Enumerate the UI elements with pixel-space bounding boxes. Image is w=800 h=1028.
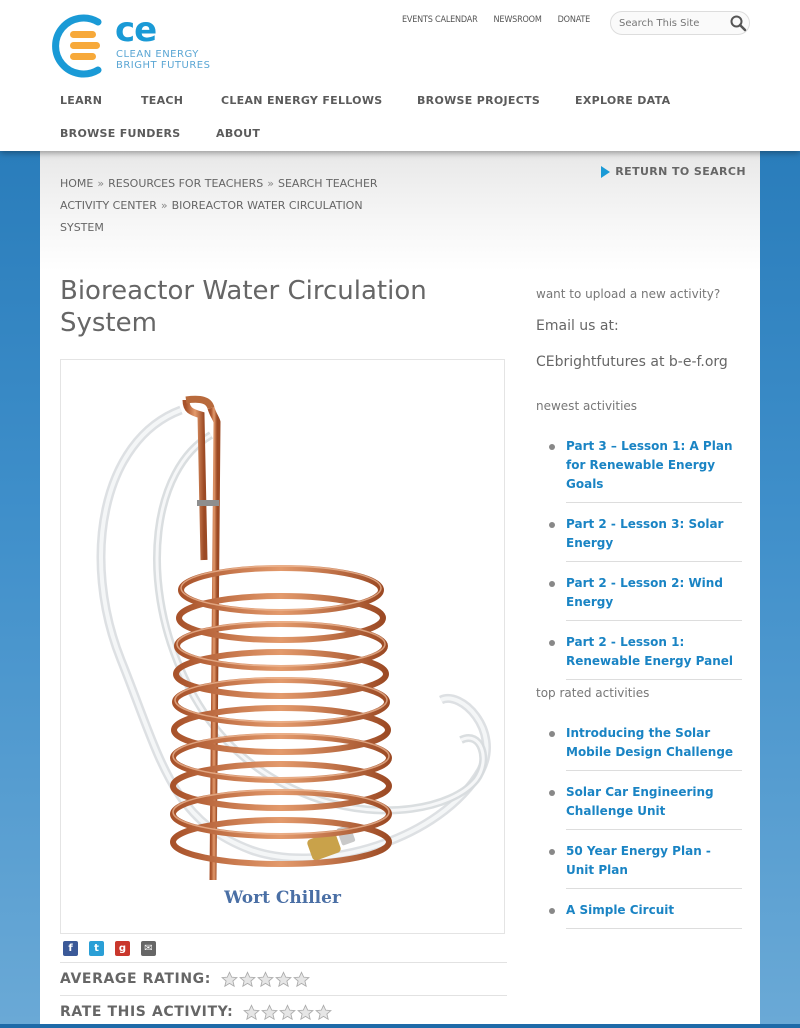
breadcrumb-separator: »	[160, 199, 168, 212]
bullet-icon	[549, 731, 555, 737]
star-icon	[275, 971, 292, 988]
average-rating-label: AVERAGE RATING:	[60, 971, 211, 987]
image-caption: Wort Chiller	[224, 888, 341, 908]
breadcrumb-separator: »	[267, 177, 274, 190]
star-icon[interactable]	[261, 1004, 278, 1021]
upload-prompt: want to upload a new activity?	[536, 287, 721, 301]
rate-activity-label: RATE THIS ACTIVITY:	[60, 1004, 234, 1020]
nav-explore-data[interactable]: EXPLORE DATA	[575, 94, 671, 107]
breadcrumb-resources[interactable]: RESOURCES FOR TEACHERS	[108, 177, 264, 190]
list-item	[536, 633, 742, 680]
return-to-search-label: RETURN TO SEARCH	[615, 165, 746, 178]
nav-teach[interactable]: TEACH	[141, 94, 184, 107]
donate-link[interactable]: DONATE	[557, 15, 590, 25]
nav-learn[interactable]: LEARN	[60, 94, 103, 107]
events-calendar-link[interactable]: EVENTS CALENDAR	[401, 15, 478, 25]
bullet-icon	[549, 522, 555, 528]
top-rated-list	[536, 724, 742, 941]
return-to-search-link[interactable]	[601, 165, 746, 178]
rate-activity-stars[interactable]	[243, 1004, 332, 1021]
logo-tagline-1: CLEAN ENERGY	[116, 49, 199, 60]
breadcrumb-current: BIOREACTOR WATER CIRCULATION SYSTEM	[60, 199, 363, 234]
list-item	[536, 901, 742, 929]
star-icon	[221, 971, 238, 988]
average-rating-row	[60, 962, 507, 995]
star-icon	[257, 971, 274, 988]
breadcrumb-separator: »	[97, 177, 105, 190]
list-item	[536, 724, 742, 771]
site-header	[0, 0, 800, 151]
utility-links	[402, 15, 590, 25]
share-buttons	[63, 941, 156, 956]
email-label: Email us at:	[536, 318, 619, 334]
star-icon[interactable]	[315, 1004, 332, 1021]
logo-mark-icon	[50, 14, 110, 78]
search-input[interactable]	[619, 16, 723, 30]
activity-image	[60, 359, 505, 934]
average-rating-stars	[221, 971, 310, 988]
nav-browse-funders[interactable]: BROWSE FUNDERS	[60, 127, 181, 140]
star-icon	[293, 971, 310, 988]
top-rated-activity-link[interactable]: Solar Car Engineering Challenge Unit	[566, 785, 714, 818]
nav-clean-energy-fellows[interactable]: CLEAN ENERGY FELLOWS	[221, 94, 383, 107]
email-address[interactable]: CEbrightfutures at b-e-f.org	[536, 354, 728, 370]
twitter-icon[interactable]: t	[89, 941, 104, 956]
facebook-icon[interactable]: f	[63, 941, 78, 956]
nav-browse-projects[interactable]: BROWSE PROJECTS	[417, 94, 541, 107]
google-plus-icon[interactable]: g	[115, 941, 130, 956]
newsroom-link[interactable]: NEWSROOM	[493, 15, 542, 25]
newest-activity-link[interactable]: Part 3 – Lesson 1: A Plan for Renewable Energy Goals	[566, 439, 733, 491]
list-item	[536, 842, 742, 889]
bullet-icon	[549, 790, 555, 796]
star-icon[interactable]	[297, 1004, 314, 1021]
email-share-icon[interactable]: ✉	[141, 941, 156, 956]
top-rated-activity-link[interactable]: 50 Year Energy Plan - Unit Plan	[566, 844, 711, 877]
breadcrumb-search-center[interactable]: SEARCH TEACHER ACTIVITY CENTER	[60, 177, 378, 212]
bullet-icon	[549, 581, 555, 587]
wort-chiller-illustration	[61, 360, 504, 933]
breadcrumb-home[interactable]: HOME	[60, 177, 94, 190]
rate-activity-row	[60, 995, 507, 1028]
newest-activities-heading: newest activities	[536, 399, 638, 413]
list-item	[536, 574, 742, 621]
bullet-icon	[549, 640, 555, 646]
nav-about[interactable]: ABOUT	[216, 127, 261, 140]
bullet-icon	[549, 444, 555, 450]
newest-activity-link[interactable]: Part 2 - Lesson 2: Wind Energy	[566, 576, 723, 609]
list-item	[536, 515, 742, 562]
newest-activity-link[interactable]: Part 2 - Lesson 3: Solar Energy	[566, 517, 724, 550]
site-search	[610, 11, 750, 35]
site-logo[interactable]	[50, 10, 211, 78]
logo-tagline-2: BRIGHT FUTURES	[116, 60, 211, 71]
star-icon[interactable]	[279, 1004, 296, 1021]
newest-activity-link[interactable]: Part 2 - Lesson 1: Renewable Energy Panel	[566, 635, 734, 668]
logo-text: ce	[115, 10, 157, 50]
list-item	[536, 783, 742, 830]
search-icon[interactable]	[729, 14, 747, 32]
page-title: Bioreactor Water Circulation System	[60, 276, 427, 338]
newest-activities-list	[536, 437, 742, 692]
top-rated-activity-link[interactable]: A Simple Circuit	[566, 903, 675, 917]
star-icon	[239, 971, 256, 988]
bullet-icon	[549, 908, 555, 914]
top-rated-activity-link[interactable]: Introducing the Solar Mobile Design Challenge	[566, 726, 734, 759]
star-icon[interactable]	[243, 1004, 260, 1021]
top-rated-heading: top rated activities	[536, 686, 650, 700]
list-item	[536, 437, 742, 503]
play-arrow-icon	[601, 166, 610, 178]
content-card	[40, 151, 760, 1024]
breadcrumb	[60, 173, 390, 239]
bullet-icon	[549, 849, 555, 855]
